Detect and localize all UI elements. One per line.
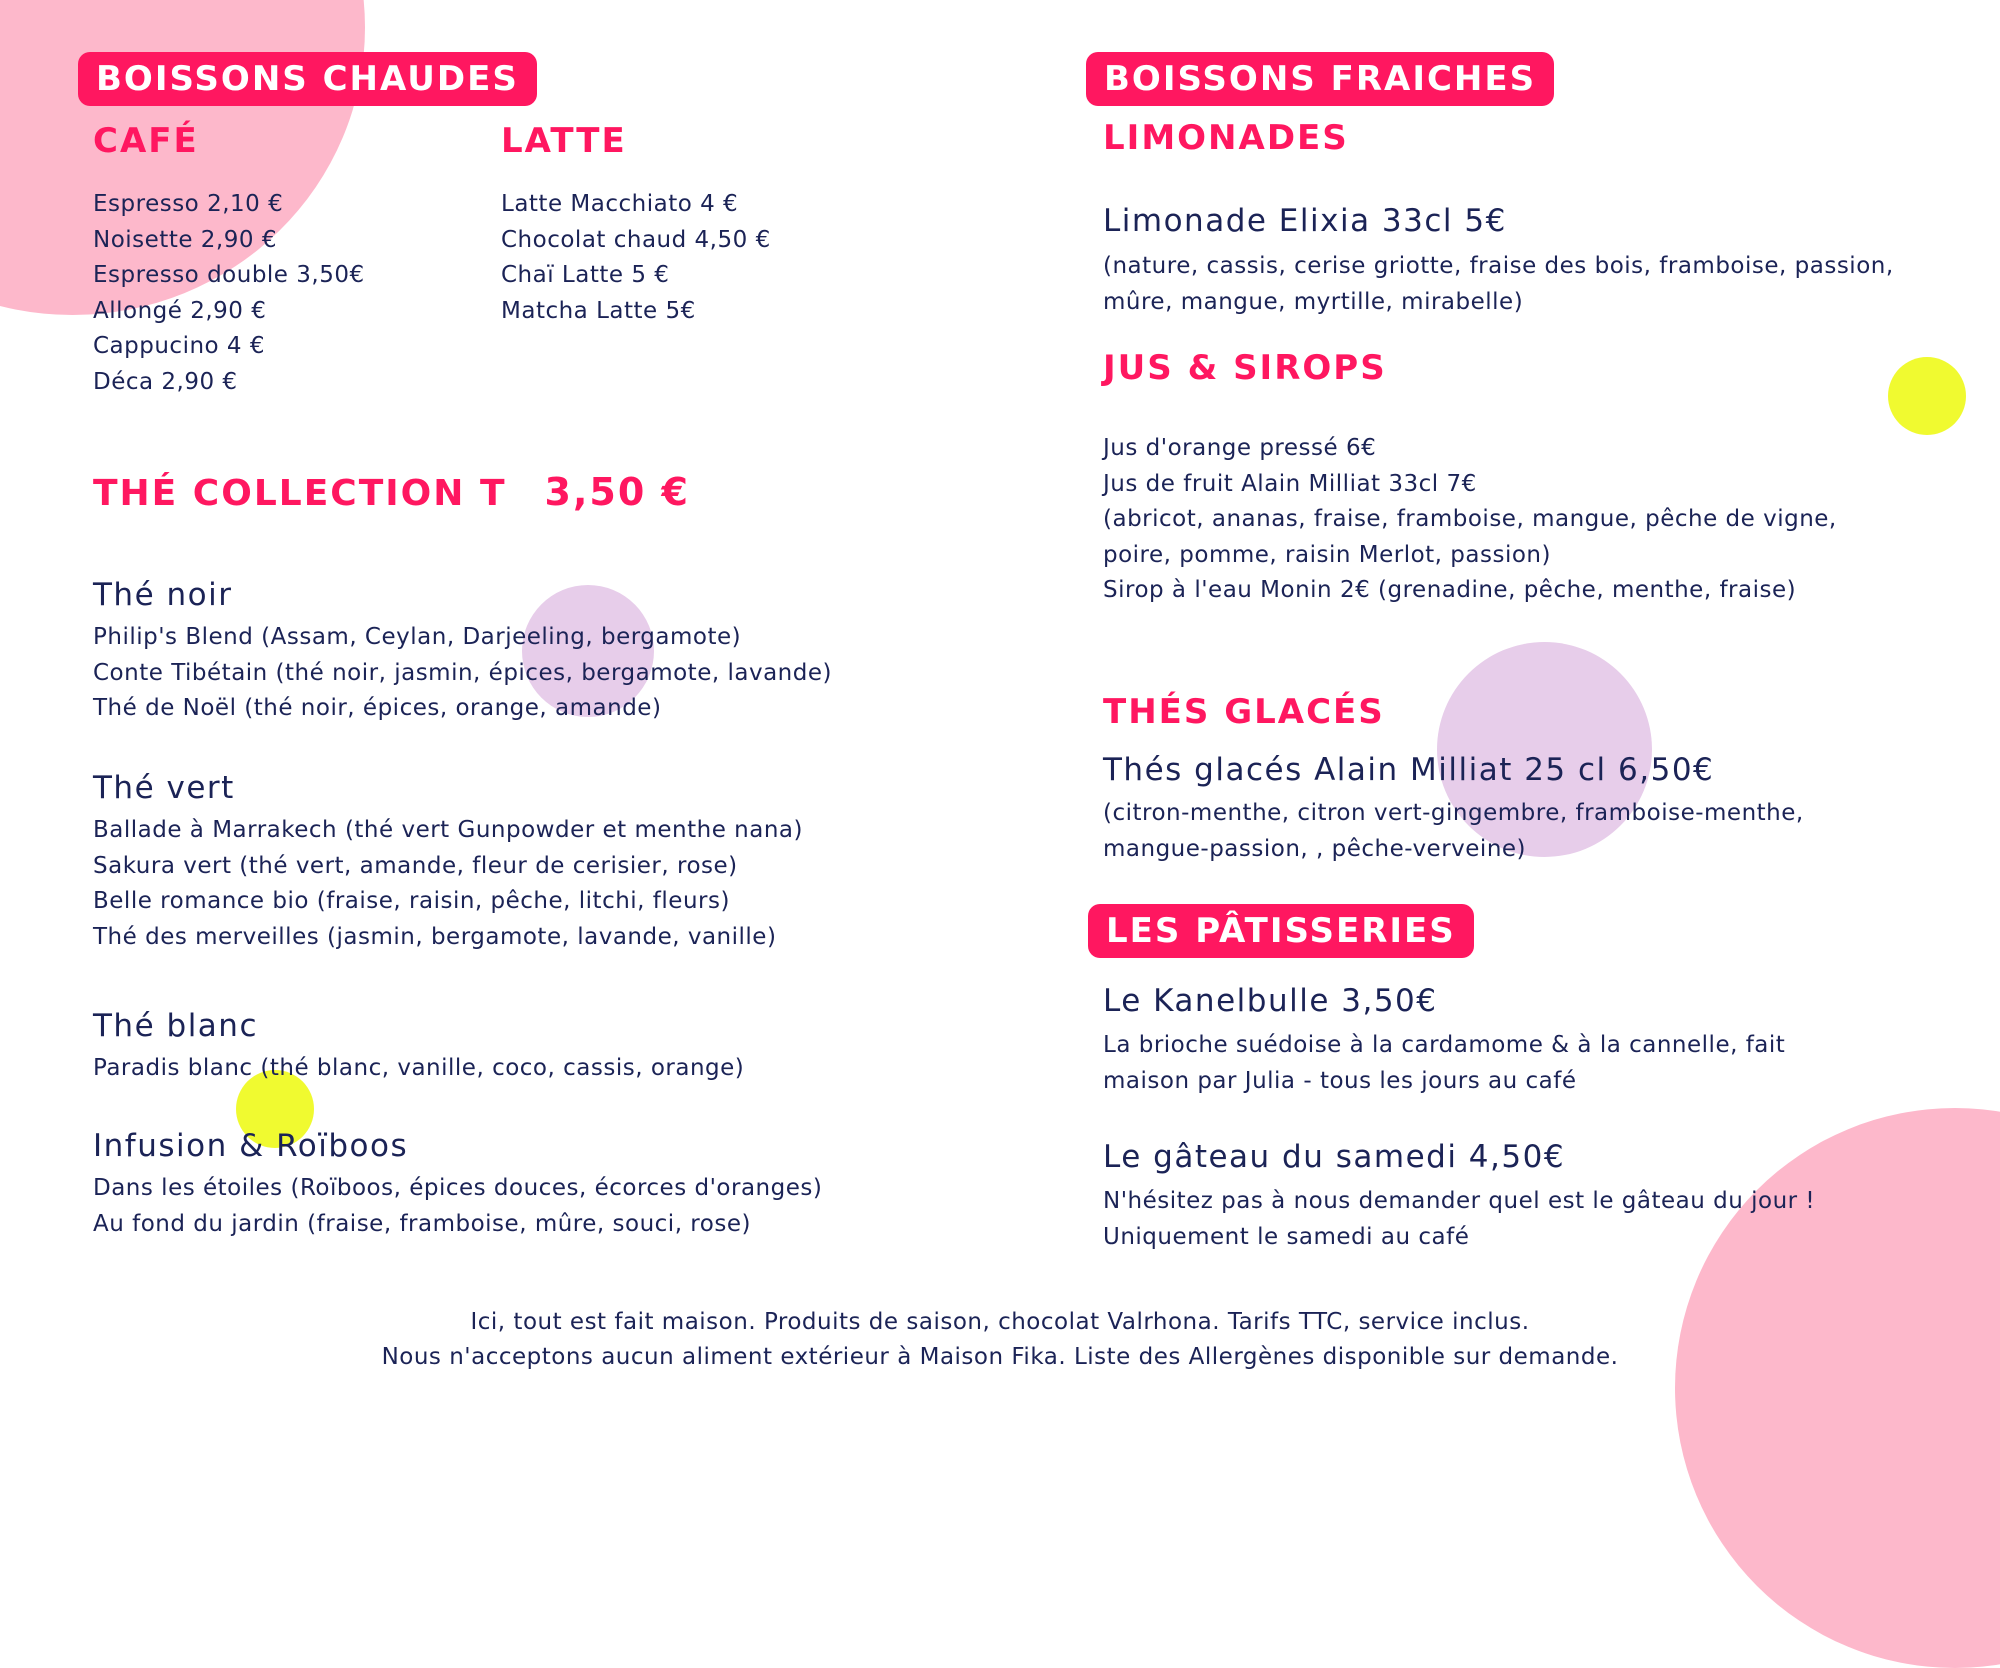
flavour-line: (citron-menthe, citron vert-gingembre, framboise-menthe, — [1103, 800, 1804, 826]
description-line: Uniquement le samedi au café — [1103, 1223, 1470, 1250]
menu-item: Au fond du jardin (fraise, framboise, mûre, souci, rose) — [93, 1210, 751, 1237]
footer-line: Ici, tout est fait maison. Produits de saison, chocolat Valrhona. Tarifs TTC, service inclus. — [470, 1309, 1530, 1335]
menu-item: Thé de Noël (thé noir, épices, orange, amande) — [93, 695, 662, 721]
cafe-list — [93, 187, 365, 400]
menu-item: Dans les étoiles (Roïboos, épices douces, écorces d'oranges) — [93, 1175, 823, 1201]
heading-limonades: LIMONADES — [1103, 118, 1349, 158]
menu-item: Philip's Blend (Assam, Ceylan, Darjeeling, bergamote) — [93, 624, 742, 650]
menu-item: Jus de fruit Alain Milliat 33cl 7€ — [1103, 470, 1477, 497]
latte-list — [501, 187, 771, 329]
tea-group-title: Infusion & Roïboos — [93, 1128, 409, 1164]
tea-group-title: Thé vert — [93, 770, 235, 806]
menu-item: Thé des merveilles (jasmin, bergamote, lavande, vanille) — [93, 923, 777, 950]
menu-item: Paradis blanc (thé blanc, vanille, coco, cassis, orange) — [93, 1055, 745, 1081]
menu-item: Espresso double 3,50€ — [93, 262, 365, 288]
menu-item: Latte Macchiato 4 € — [501, 191, 739, 217]
tea-group-list — [93, 813, 803, 955]
description-line: N'hésitez pas à nous demander quel est le gâteau du jour ! — [1103, 1188, 1816, 1214]
menu-item: Sirop à l'eau Monin 2€ (grenadine, pêche, menthe, fraise) — [1103, 577, 1797, 603]
menu-item: Déca 2,90 € — [93, 368, 238, 395]
flavour-line: (nature, cassis, cerise griotte, fraise des bois, framboise, passion, — [1103, 253, 1894, 279]
flavour-line: mangue-passion, , pêche-verveine) — [1103, 835, 1527, 862]
pastry-name: Le Kanelbulle 3,50€ — [1103, 983, 1438, 1019]
description-line: maison par Julia - tous les jours au café — [1103, 1067, 1577, 1094]
menu-item: Conte Tibétain (thé noir, jasmin, épices, bergamote, lavande) — [93, 659, 832, 686]
description-line: La brioche suédoise à la cardamome & à la cannelle, fait — [1103, 1032, 1786, 1058]
flavour-line: mûre, mangue, myrtille, mirabelle) — [1103, 288, 1524, 315]
jus-list — [1103, 431, 1837, 609]
menu-item: Espresso 2,10 € — [93, 191, 284, 217]
menu-item: Allongé 2,90 € — [93, 297, 267, 324]
pastry-name: Le gâteau du samedi 4,50€ — [1103, 1139, 1566, 1175]
heading-cafe: CAFÉ — [93, 121, 199, 161]
tea-group-list — [93, 1051, 744, 1087]
tea-collection-title: THÉ COLLECTION T — [93, 473, 507, 514]
menu-item: (abricot, ananas, fraise, framboise, mangue, pêche de vigne, — [1103, 506, 1837, 532]
tea-group-list — [93, 620, 832, 727]
thes-glaces-flavours — [1103, 796, 1804, 867]
section-badge-pastries: LES PÂTISSERIES — [1088, 904, 1474, 958]
menu-item: Noisette 2,90 € — [93, 226, 277, 253]
menu-item: Jus d'orange pressé 6€ — [1103, 435, 1377, 461]
pastry-description — [1103, 1028, 1785, 1099]
menu-item: Sakura vert (thé vert, amande, fleur de cerisier, rose) — [93, 852, 738, 879]
decorative-yellow-dot — [1888, 357, 1966, 435]
heading-latte: LATTE — [501, 121, 627, 161]
section-badge-hot-drinks: BOISSONS CHAUDES — [78, 52, 537, 106]
thes-glaces-product: Thés glacés Alain Milliat 25 cl 6,50€ — [1103, 752, 1715, 788]
heading-thes-glaces: THÉS GLACÉS — [1103, 692, 1385, 732]
footer-line: Nous n'acceptons aucun aliment extérieur à Maison Fika. Liste des Allergènes disponible sur demande. — [381, 1344, 1619, 1370]
menu-item: Ballade à Marrakech (thé vert Gunpowder et menthe nana) — [93, 817, 803, 843]
menu-item: poire, pomme, raisin Merlot, passion) — [1103, 541, 1551, 568]
menu-item: Chaï Latte 5 € — [501, 262, 670, 288]
menu-item: Belle romance bio (fraise, raisin, pêche, litchi, fleurs) — [93, 888, 730, 914]
limonade-product: Limonade Elixia 33cl 5€ — [1103, 203, 1507, 239]
tea-group-list — [93, 1171, 822, 1242]
heading-tea-collection — [93, 470, 690, 514]
limonade-flavours — [1103, 249, 1894, 320]
menu-item: Cappucino 4 € — [93, 333, 266, 359]
section-badge-cold-drinks: BOISSONS FRAICHES — [1086, 52, 1554, 106]
menu-item: Matcha Latte 5€ — [501, 297, 696, 324]
tea-group-title: Thé noir — [93, 577, 233, 613]
tea-collection-price: 3,50 € — [544, 470, 690, 514]
heading-jus-sirops: JUS & SIROPS — [1103, 348, 1387, 388]
menu-item: Chocolat chaud 4,50 € — [501, 226, 771, 253]
tea-group-title: Thé blanc — [93, 1008, 258, 1044]
pastry-description — [1103, 1184, 1815, 1255]
footer-note — [0, 1305, 2000, 1375]
